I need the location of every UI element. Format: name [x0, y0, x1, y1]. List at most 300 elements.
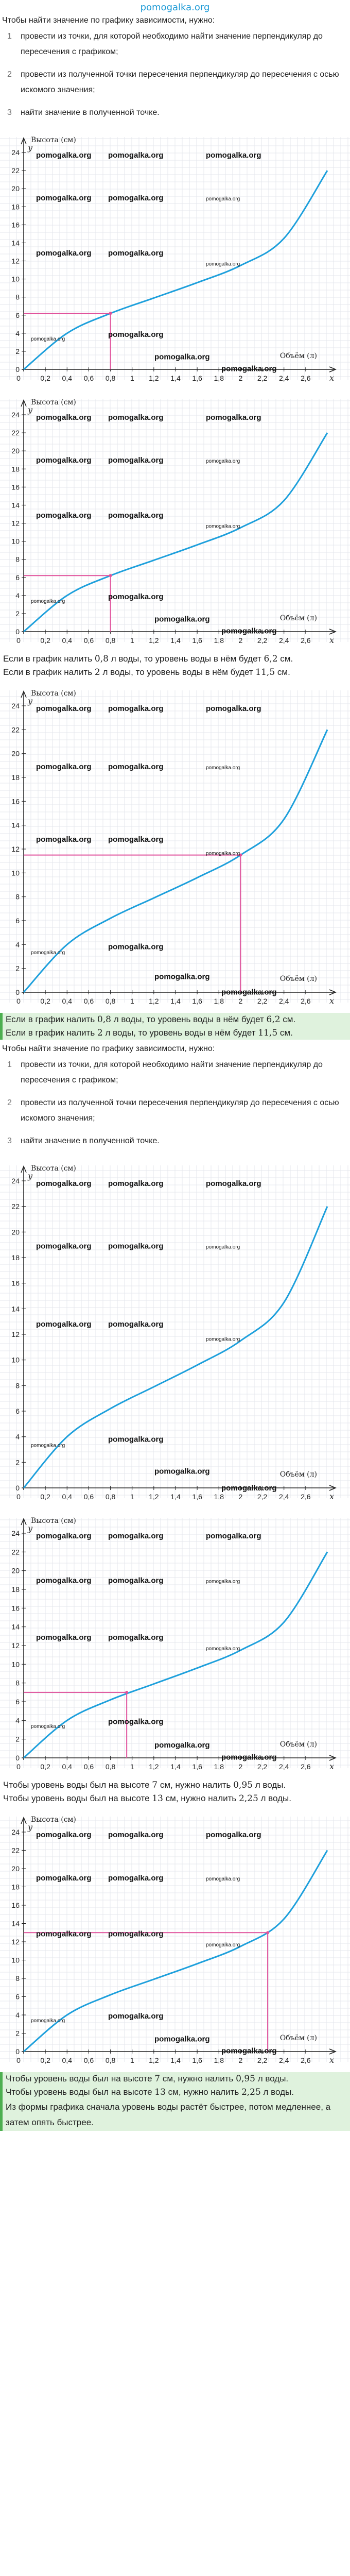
x-tick-label: 1,2: [149, 374, 159, 382]
watermark-text: pomogalka.org: [221, 626, 277, 636]
y-tick-label: 18: [11, 202, 20, 211]
y-tick-label: 2: [15, 1458, 20, 1467]
step-number: 2: [7, 1098, 12, 1107]
y-tick-label: 22: [11, 725, 20, 734]
highlight-point: [109, 574, 112, 577]
watermark-text: pomogalka.org: [108, 1576, 164, 1585]
x-tick-label: 1: [130, 636, 134, 645]
highlight-point: [266, 1931, 269, 1934]
y-tick-label: 4: [15, 1716, 20, 1725]
y-tick-label: 22: [11, 429, 20, 437]
step-item: [7, 1057, 350, 1088]
x-axis-label: Объём (л): [279, 1740, 317, 1749]
watermark-text: pomogalka.org: [108, 1532, 164, 1540]
step-number: 1: [7, 32, 12, 41]
y-tick-label: 8: [15, 1679, 20, 1687]
x-tick-label: 1,6: [192, 997, 202, 1005]
watermark-text: pomogalka.org: [108, 455, 164, 465]
graph-5: [0, 1509, 350, 1776]
y-tick-label: 4: [15, 329, 20, 337]
x-tick-label: 0,6: [83, 2056, 94, 2064]
step-text: провести из полученной точки пересечения перпендикуляр до пересечения с осью искомого значения;: [21, 1098, 339, 1123]
watermark-text: pomogalka.org: [206, 1646, 240, 1652]
x-tick-label: 0,6: [83, 1493, 94, 1501]
origin-label: 0: [16, 374, 21, 382]
y-axis-label: Высота (см): [31, 1517, 76, 1525]
y-tick-label: 14: [11, 1919, 20, 1928]
x-tick-label: 0,6: [83, 636, 94, 645]
watermark-text: pomogalka.org: [31, 336, 65, 342]
x-tick-label: 2,6: [301, 2056, 311, 2064]
origin-label: 0: [16, 1762, 21, 1771]
step-text: провести из точки, для которой необходимо найти значение перпендикуляр до пересечения с графиком;: [21, 1060, 323, 1084]
y-tick-label: 14: [11, 239, 20, 247]
watermark-text: pomogalka.org: [36, 762, 92, 771]
y-axis-label: Высота (см): [31, 398, 76, 406]
x-tick-label: 0,6: [83, 1762, 94, 1771]
y-tick-label: 10: [11, 275, 20, 283]
x-tick-label: 2: [238, 1762, 243, 1771]
y-tick-label: 16: [11, 483, 20, 492]
x-tick-label: 0,2: [40, 1493, 50, 1501]
y-tick-label: 6: [15, 311, 20, 319]
watermark-text: pomogalka.org: [206, 151, 261, 160]
watermark-text: pomogalka.org: [108, 1435, 164, 1444]
x-tick-label: 0,6: [83, 997, 94, 1005]
watermark-text: pomogalka.org: [108, 1717, 164, 1726]
y-tick-label: 8: [15, 1381, 20, 1390]
x-tick-label: 1,4: [170, 2056, 181, 2064]
x-tick-label: 1,6: [192, 1493, 202, 1501]
step-text: найти значение в полученной точке.: [21, 1137, 160, 1145]
watermark-text: pomogalka.org: [36, 413, 92, 422]
step-item: [7, 67, 350, 98]
x-tick-label: 1,4: [170, 1762, 181, 1771]
x-tick-label: 1,8: [214, 1762, 224, 1771]
step-number: 3: [7, 108, 12, 117]
x-tick-label: 1,2: [149, 2056, 159, 2064]
x-tick-label: 0,2: [40, 2056, 50, 2064]
y-tick-label: 12: [11, 257, 20, 265]
highlight-point: [109, 312, 112, 315]
x-axis-var: x: [329, 2055, 335, 2065]
x-tick-label: 0,4: [62, 374, 73, 382]
watermark-text: pomogalka.org: [206, 1876, 240, 1883]
watermark-text: pomogalka.org: [108, 330, 164, 339]
y-tick-label: 6: [15, 1407, 20, 1415]
x-tick-label: 0,6: [83, 374, 94, 382]
y-tick-label: 8: [15, 1974, 20, 1982]
x-tick-label: 2,4: [278, 997, 289, 1005]
y-tick-label: 0: [15, 988, 20, 996]
y-tick-label: 6: [15, 917, 20, 925]
watermark-text: pomogalka.org: [36, 511, 92, 520]
instructions-intro: Чтобы найти значение по графику зависимости, нужно:: [2, 16, 215, 25]
y-tick-label: 20: [11, 1865, 20, 1873]
step-text: провести из точки, для которой необходимо найти значение перпендикуляр до пересечения с графиком;: [21, 32, 323, 56]
y-axis-label: Высота (см): [31, 136, 76, 144]
watermark-text: pomogalka.org: [206, 458, 240, 464]
x-tick-label: 0,8: [105, 636, 116, 645]
y-tick-label: 0: [15, 2047, 20, 2056]
graph-2: [0, 390, 350, 650]
x-tick-label: 0,4: [62, 1493, 73, 1501]
graph-3: [0, 681, 350, 1011]
answer-line-4: Чтобы уровень воды был на высоте 13 см, нужно налить 2,25 л воды.: [3, 1793, 291, 1804]
watermark-text: pomogalka.org: [154, 972, 210, 981]
watermark-text: pomogalka.org: [108, 193, 164, 202]
y-tick-label: 2: [15, 609, 20, 618]
x-tick-label: 1,6: [192, 2056, 202, 2064]
y-tick-label: 4: [15, 1432, 20, 1441]
watermark-text: pomogalka.org: [108, 942, 164, 952]
x-tick-label: 1,8: [214, 374, 224, 382]
y-axis-label: Высота (см): [31, 1816, 76, 1824]
y-tick-label: 12: [11, 1330, 20, 1338]
watermark-text: pomogalka.org: [36, 1179, 92, 1188]
y-tick-label: 0: [15, 365, 20, 374]
y-tick-label: 2: [15, 2029, 20, 2038]
x-tick-label: 2,4: [278, 374, 289, 382]
y-tick-label: 6: [15, 573, 20, 582]
watermark-text: pomogalka.org: [36, 1831, 92, 1839]
x-axis-label: Объём (л): [279, 975, 317, 983]
x-tick-label: 2,4: [278, 1493, 289, 1501]
y-tick-label: 22: [11, 1548, 20, 1556]
step-number: 3: [7, 1137, 12, 1145]
y-axis-var: y: [28, 1523, 33, 1533]
watermark-text: pomogalka.org: [108, 762, 164, 771]
y-tick-label: 10: [11, 1956, 20, 1964]
origin-label: 0: [16, 2056, 21, 2064]
y-tick-label: 22: [11, 166, 20, 175]
step-number: 2: [7, 70, 12, 79]
x-tick-label: 1,4: [170, 1493, 181, 1501]
x-tick-label: 2,2: [257, 636, 268, 645]
y-tick-label: 10: [11, 537, 20, 546]
origin-label: 0: [16, 997, 21, 1005]
step-number: 1: [7, 1060, 12, 1069]
steps-list-2: [0, 1055, 350, 1149]
graph-canvas: [0, 681, 350, 1011]
watermark-text: pomogalka.org: [31, 1443, 65, 1449]
y-tick-label: 2: [15, 347, 20, 355]
x-tick-label: 2,6: [301, 374, 311, 382]
x-tick-label: 0,8: [105, 2056, 116, 2064]
steps-list: [0, 27, 350, 121]
watermark-text: pomogalka.org: [36, 1929, 92, 1939]
y-tick-label: 0: [15, 1484, 20, 1492]
y-tick-label: 2: [15, 964, 20, 973]
y-tick-label: 12: [11, 845, 20, 853]
graph-1: [0, 128, 350, 388]
watermark-text: pomogalka.org: [36, 193, 92, 202]
graph-canvas: [0, 390, 350, 650]
y-tick-label: 2: [15, 1735, 20, 1743]
y-tick-label: 22: [11, 1846, 20, 1855]
y-axis-var: y: [28, 143, 33, 152]
y-tick-label: 4: [15, 591, 20, 600]
y-tick-label: 24: [11, 1529, 20, 1537]
x-tick-label: 1: [130, 1762, 134, 1771]
x-axis-label: Объём (л): [279, 352, 317, 360]
y-tick-label: 6: [15, 1992, 20, 2001]
y-axis-label: Высота (см): [31, 689, 76, 698]
y-tick-label: 24: [11, 1828, 20, 1836]
watermark-text: pomogalka.org: [206, 1179, 261, 1188]
y-tick-label: 10: [11, 1660, 20, 1669]
watermark-text: pomogalka.org: [108, 1633, 164, 1642]
origin-label: 0: [16, 636, 21, 645]
watermark-text: pomogalka.org: [154, 1741, 210, 1750]
x-axis-var: x: [329, 635, 335, 645]
x-tick-label: 1,4: [170, 374, 181, 382]
watermark-text: pomogalka.org: [108, 835, 164, 844]
x-tick-label: 1: [130, 2056, 134, 2064]
x-tick-label: 2,2: [257, 997, 268, 1005]
y-tick-label: 18: [11, 1883, 20, 1891]
watermark-text: pomogalka.org: [108, 413, 164, 422]
watermark-text: pomogalka.org: [108, 1831, 164, 1839]
x-tick-label: 2,4: [278, 636, 289, 645]
x-tick-label: 2: [238, 997, 243, 1005]
answer-line-1: Если в график налить 0,8 л воды, то уровень воды в нём будет 6,2 см.: [3, 654, 293, 664]
y-tick-label: 22: [11, 1202, 20, 1211]
x-axis-label: Объём (л): [279, 2034, 317, 2042]
step-item: [7, 1095, 350, 1126]
watermark-text: pomogalka.org: [206, 1942, 240, 1948]
x-tick-label: 1,4: [170, 997, 181, 1005]
watermark-text: pomogalka.org: [154, 1467, 210, 1476]
y-tick-label: 20: [11, 1228, 20, 1236]
watermark-text: pomogalka.org: [206, 413, 261, 422]
watermark-text: pomogalka.org: [108, 1242, 164, 1251]
x-tick-label: 1,2: [149, 997, 159, 1005]
watermark-text: pomogalka.org: [108, 248, 164, 258]
x-tick-label: 2,6: [301, 1762, 311, 1771]
watermark-text: pomogalka.org: [221, 2046, 277, 2056]
step-text: найти значение в полученной точке.: [21, 108, 160, 117]
x-tick-label: 0,8: [105, 1762, 116, 1771]
y-tick-label: 14: [11, 821, 20, 829]
watermark-text: pomogalka.org: [31, 2018, 65, 2024]
site-logo[interactable]: pomogalka.org: [140, 2, 210, 13]
x-tick-label: 0,8: [105, 1493, 116, 1501]
y-tick-label: 20: [11, 184, 20, 193]
x-tick-label: 2,2: [257, 1762, 268, 1771]
watermark-text: pomogalka.org: [31, 598, 65, 604]
watermark-text: pomogalka.org: [154, 2035, 210, 2044]
y-axis-var: y: [28, 1822, 33, 1832]
x-tick-label: 2,2: [257, 374, 268, 382]
y-tick-label: 16: [11, 1901, 20, 1909]
y-tick-label: 18: [11, 1253, 20, 1262]
y-tick-label: 14: [11, 1304, 20, 1313]
x-tick-label: 0,2: [40, 1762, 50, 1771]
watermark-text: pomogalka.org: [206, 1244, 240, 1250]
watermark-text: pomogalka.org: [36, 1874, 92, 1883]
watermark-text: pomogalka.org: [31, 950, 65, 956]
watermark-text: pomogalka.org: [36, 1576, 92, 1585]
x-tick-label: 1,2: [149, 1493, 159, 1501]
y-tick-label: 24: [11, 702, 20, 710]
graph-canvas: [0, 1156, 350, 1506]
graph-canvas: [0, 1509, 350, 1776]
watermark-text: pomogalka.org: [221, 988, 277, 997]
watermark-text: pomogalka.org: [36, 1633, 92, 1642]
graph-canvas: [0, 1807, 350, 2070]
watermark-text: pomogalka.org: [206, 261, 240, 267]
watermark-text: pomogalka.org: [221, 1483, 277, 1493]
step-item: [7, 1133, 350, 1149]
x-tick-label: 2: [238, 636, 243, 645]
watermark-text: pomogalka.org: [206, 1831, 261, 1839]
x-tick-label: 2: [238, 1493, 243, 1501]
x-tick-label: 2,6: [301, 997, 311, 1005]
answer-summary-4: Чтобы уровень воды был на высоте 13 см, нужно налить 2,25 л воды.: [0, 2086, 350, 2099]
x-tick-label: 0,2: [40, 997, 50, 1005]
x-tick-label: 1,8: [214, 997, 224, 1005]
y-tick-label: 0: [15, 1754, 20, 1762]
x-tick-label: 2,4: [278, 2056, 289, 2064]
step-text: провести из полученной точки пересечения перпендикуляр до пересечения с осью искомого значения;: [21, 70, 339, 94]
x-tick-label: 2: [238, 374, 243, 382]
answer-summary-1: Если в график налить 0,8 л воды, то уровень воды в нём будет 6,2 см.: [0, 1013, 350, 1026]
y-tick-label: 18: [11, 1585, 20, 1594]
y-tick-label: 24: [11, 148, 20, 157]
watermark-text: pomogalka.org: [154, 352, 210, 362]
watermark-text: pomogalka.org: [108, 1874, 164, 1883]
watermark-text: pomogalka.org: [154, 615, 210, 624]
watermark-text: pomogalka.org: [206, 1532, 261, 1540]
x-tick-label: 1,6: [192, 636, 202, 645]
x-tick-label: 1,4: [170, 636, 181, 645]
y-tick-label: 12: [11, 1938, 20, 1946]
instructions-intro-2: Чтобы найти значение по графику зависимости, нужно:: [2, 1044, 215, 1053]
graph-6: [0, 1807, 350, 2070]
y-tick-label: 16: [11, 1604, 20, 1613]
x-tick-label: 1,8: [214, 1493, 224, 1501]
x-tick-label: 2,6: [301, 636, 311, 645]
y-tick-label: 4: [15, 940, 20, 949]
y-tick-label: 10: [11, 1355, 20, 1364]
step-item: [7, 105, 350, 121]
x-tick-label: 0,8: [105, 997, 116, 1005]
watermark-text: pomogalka.org: [108, 704, 164, 713]
answer-line-2: Если в график налить 2 л воды, то уровень воды в нём будет 11,5 см.: [3, 667, 290, 677]
x-axis-var: x: [329, 1761, 335, 1771]
watermark-text: pomogalka.org: [108, 2012, 164, 2021]
y-axis-var: y: [28, 405, 33, 415]
conclusion: Из формы графика сначала уровень воды растёт быстрее, потом медленнее, а затем опять быстрее.: [0, 2099, 350, 2131]
watermark-text: pomogalka.org: [108, 1320, 164, 1329]
watermark-text: pomogalka.org: [206, 523, 240, 530]
watermark-text: pomogalka.org: [108, 1929, 164, 1939]
x-tick-label: 1,2: [149, 636, 159, 645]
x-tick-label: 0,2: [40, 374, 50, 382]
y-tick-label: 20: [11, 749, 20, 758]
watermark-text: pomogalka.org: [36, 835, 92, 844]
answer-summary-2: Если в график налить 2 л воды, то уровень воды в нём будет 11,5 см.: [0, 1026, 350, 1040]
watermark-text: pomogalka.org: [36, 1242, 92, 1251]
answer-summary-3: Чтобы уровень воды был на высоте 7 см, нужно налить 0,95 л воды.: [0, 2072, 350, 2086]
y-tick-label: 20: [11, 447, 20, 455]
y-tick-label: 14: [11, 1622, 20, 1631]
x-tick-label: 1,6: [192, 1762, 202, 1771]
y-tick-label: 12: [11, 1641, 20, 1650]
x-tick-label: 0,4: [62, 997, 73, 1005]
watermark-text: pomogalka.org: [206, 196, 240, 202]
graph-canvas: [0, 128, 350, 388]
y-axis-var: y: [28, 1171, 33, 1181]
x-tick-label: 2,6: [301, 1493, 311, 1501]
y-tick-label: 24: [11, 411, 20, 419]
y-tick-label: 12: [11, 519, 20, 528]
watermark-text: pomogalka.org: [221, 364, 277, 374]
x-tick-label: 1,2: [149, 1762, 159, 1771]
x-tick-label: 0,8: [105, 374, 116, 382]
x-tick-label: 0,2: [40, 636, 50, 645]
x-tick-label: 1,8: [214, 2056, 224, 2064]
y-tick-label: 10: [11, 869, 20, 877]
watermark-text: pomogalka.org: [206, 851, 240, 857]
x-axis-label: Объём (л): [279, 1470, 317, 1479]
watermark-text: pomogalka.org: [206, 1336, 240, 1343]
watermark-text: pomogalka.org: [206, 765, 240, 771]
x-tick-label: 2,2: [257, 1493, 268, 1501]
watermark-text: pomogalka.org: [36, 151, 92, 160]
x-axis-label: Объём (л): [279, 614, 317, 622]
watermark-text: pomogalka.org: [108, 511, 164, 520]
y-tick-label: 18: [11, 773, 20, 782]
y-tick-label: 8: [15, 892, 20, 901]
watermark-text: pomogalka.org: [36, 704, 92, 713]
x-axis-var: x: [329, 373, 335, 383]
x-tick-label: 1,8: [214, 636, 224, 645]
x-axis-var: x: [329, 996, 335, 1006]
y-tick-label: 16: [11, 797, 20, 806]
y-tick-label: 18: [11, 465, 20, 473]
x-tick-label: 1: [130, 374, 134, 382]
watermark-text: pomogalka.org: [221, 1753, 277, 1762]
watermark-text: pomogalka.org: [31, 1723, 65, 1730]
x-tick-label: 2,4: [278, 1762, 289, 1771]
y-tick-label: 6: [15, 1698, 20, 1706]
watermark-text: pomogalka.org: [36, 1532, 92, 1540]
x-tick-label: 1: [130, 1493, 134, 1501]
origin-label: 0: [16, 1493, 21, 1501]
y-tick-label: 16: [11, 1279, 20, 1287]
y-axis-var: y: [28, 696, 33, 706]
x-axis-var: x: [329, 1492, 335, 1501]
step-item: [7, 29, 350, 60]
graph-4: [0, 1156, 350, 1506]
x-tick-label: 2,2: [257, 2056, 268, 2064]
y-tick-label: 8: [15, 555, 20, 564]
highlight-point: [125, 1691, 128, 1694]
watermark-text: pomogalka.org: [36, 1320, 92, 1329]
x-tick-label: 1: [130, 997, 134, 1005]
watermark-text: pomogalka.org: [36, 455, 92, 465]
y-tick-label: 8: [15, 293, 20, 301]
x-tick-label: 1,6: [192, 374, 202, 382]
watermark-text: pomogalka.org: [108, 592, 164, 601]
y-tick-label: 24: [11, 1177, 20, 1185]
y-tick-label: 14: [11, 501, 20, 510]
y-tick-label: 4: [15, 2011, 20, 2019]
x-tick-label: 2: [238, 2056, 243, 2064]
y-tick-label: 0: [15, 628, 20, 636]
